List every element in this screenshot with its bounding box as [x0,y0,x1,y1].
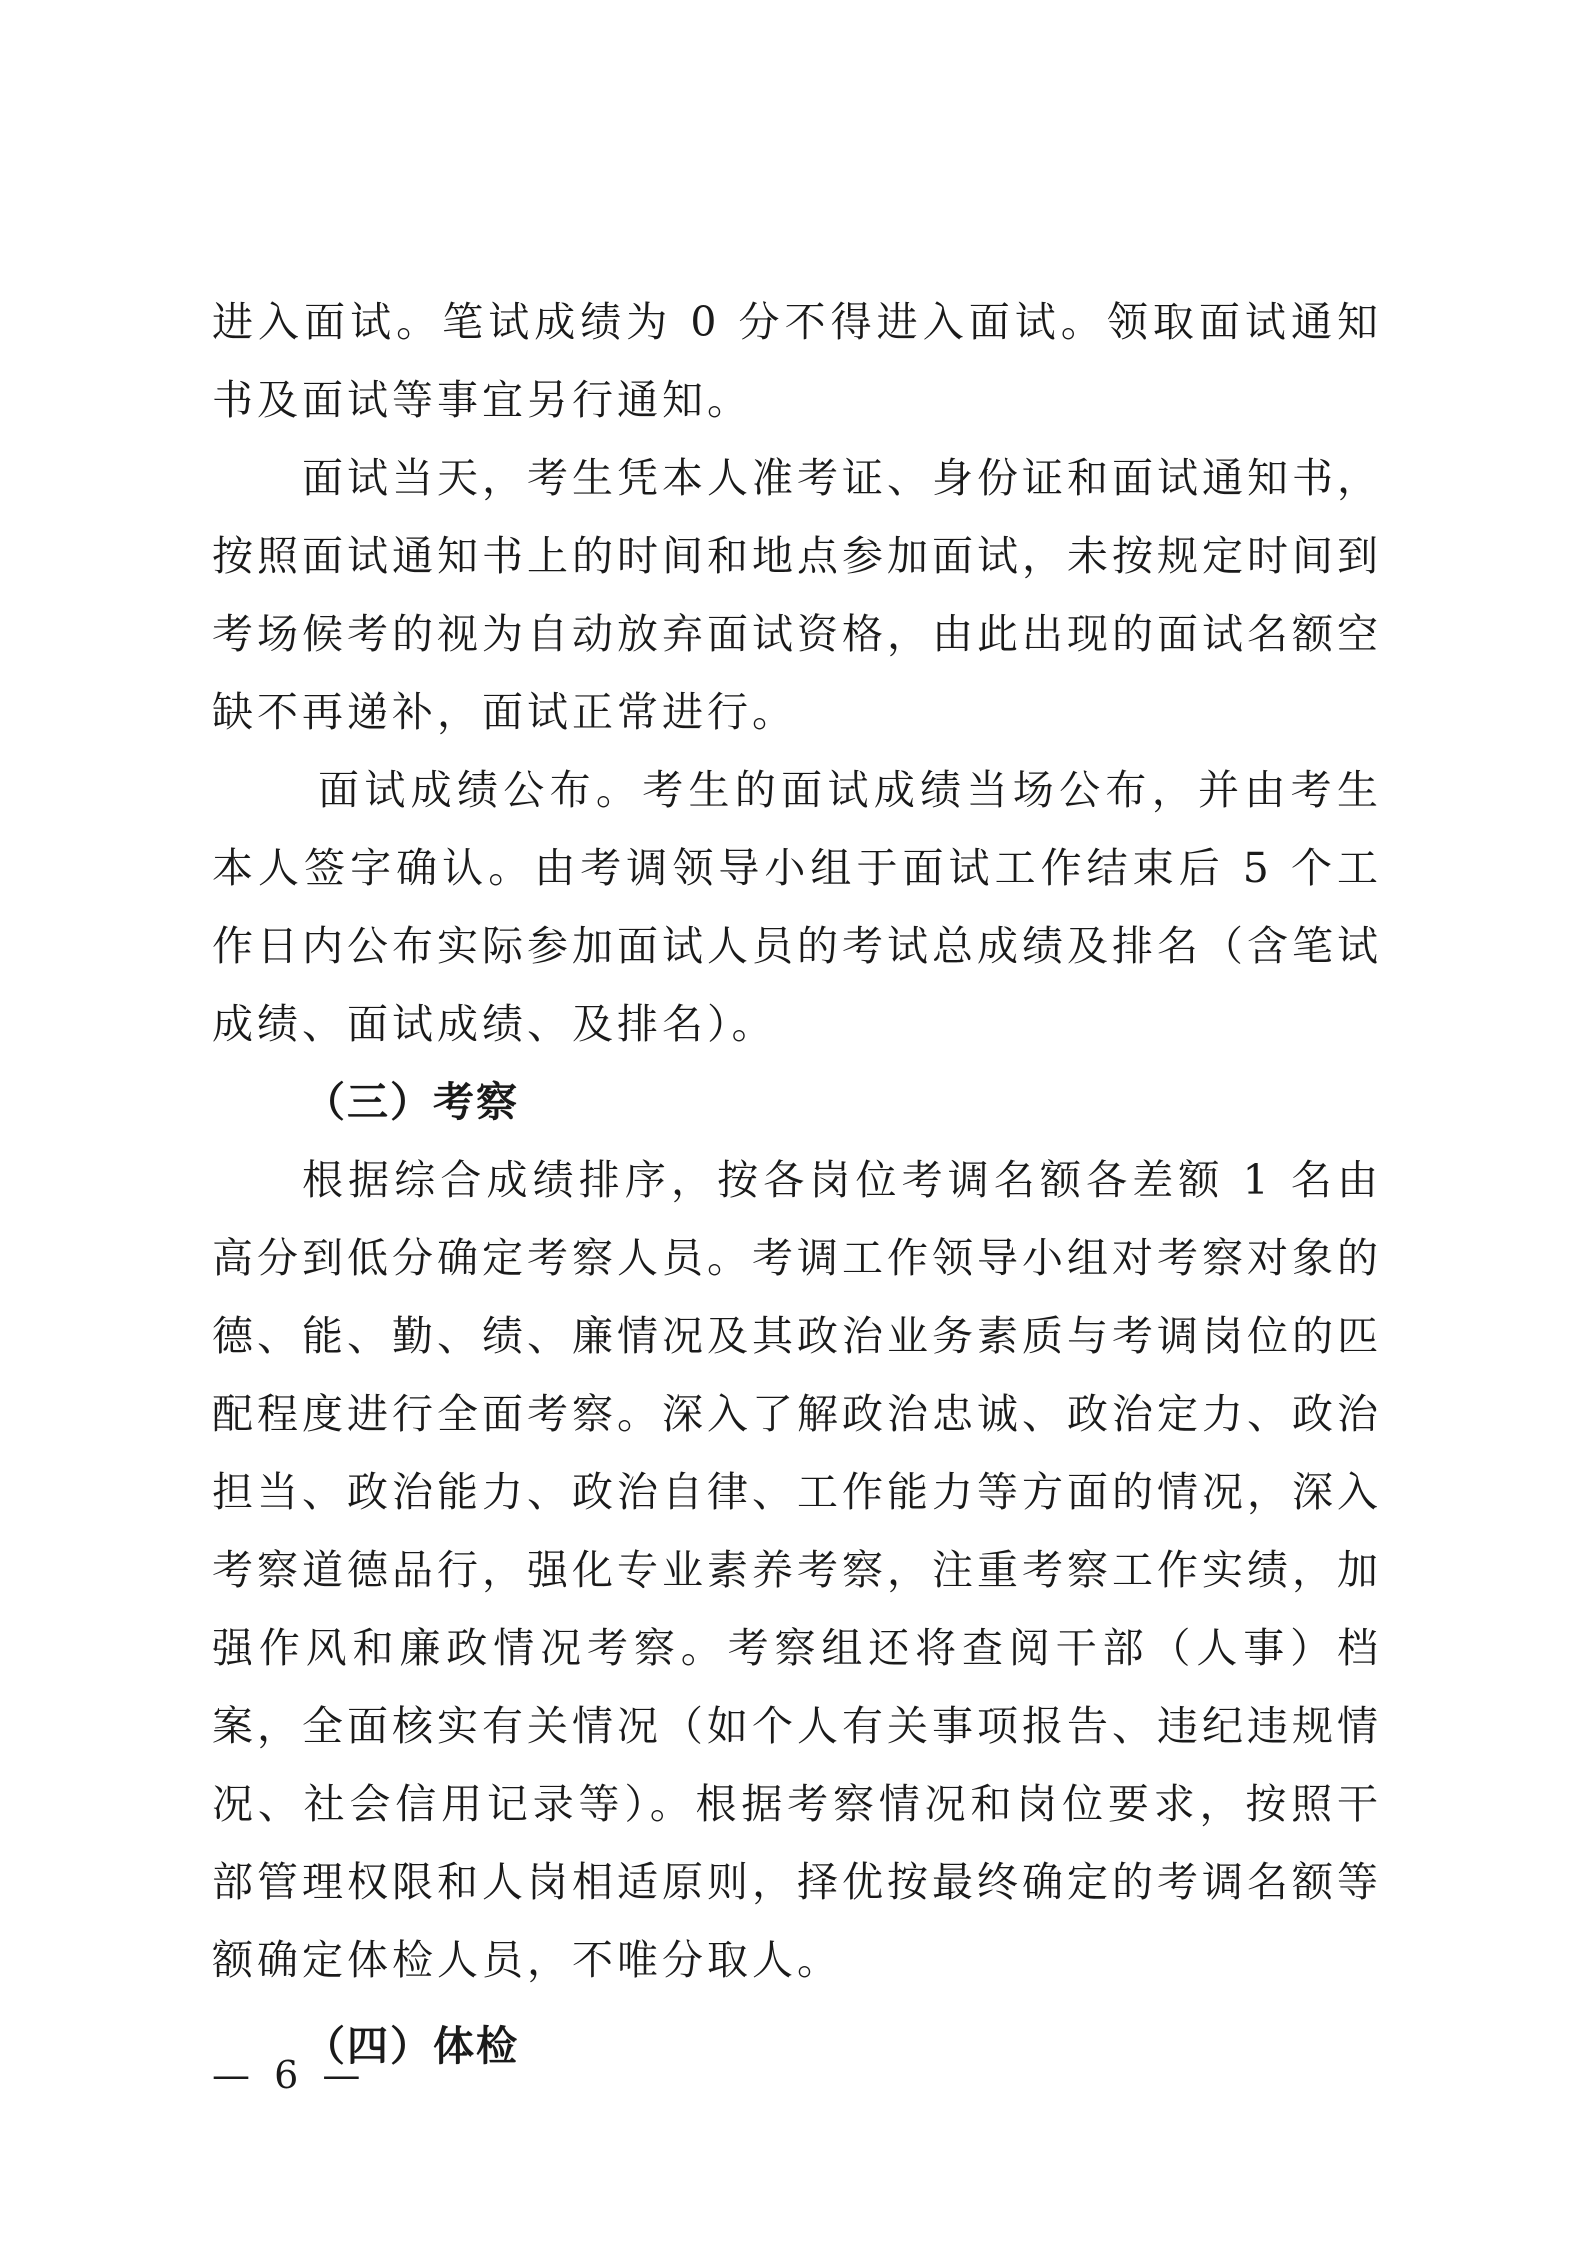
section-heading-inspection: （三）考察 [304,1078,519,1126]
paragraph-interview-day: 面试当天，考生凭本人准考证、身份证和面试通知书，按照面试通知书上的时间和地点参加面试，未按规定时间到考场候考的视为自动放弃面试资格，由此出现的面试名额空缺不再递补，面试正常进行。 [212,454,1382,736]
section-heading-physical-exam: （四）体检 [304,2022,519,2070]
document-body [212,283,1382,2085]
paragraph-interview-results: 面试成绩公布。考生的面试成绩当场公布，并由考生本人签字确认。由考调领导小组于面试工作结束后 5 个工作日内公布实际参加面试人员的考试总成绩及排名（含笔试成绩、面试成绩、及排名）。 [212,766,1382,1048]
page-number: — 6 — [212,2053,367,2097]
paragraph-interview-continuation: 进入面试。笔试成绩为 0 分不得进入面试。领取面试通知书及面试等事宜另行通知。 [212,298,1382,424]
paragraph-inspection: 根据综合成绩排序，按各岗位考调名额各差额 1 名由高分到低分确定考察人员。考调工作领导小组对考察对象的德、能、勤、绩、廉情况及其政治业务素质与考调岗位的匹配程度进行全面考察。深入了解政治忠诚、政治定力、政治担当、政治能力、政治自律、工作能力等方面的情况，深入考察道德品行，强化专业素养考察，注重考察工作实绩，加强作风和廉政情况考察。考察组还将查阅干部（人事）档案，全面核实有关情况（如个人有关事项报告、违纪违规情况、社会信用记录等）。根据考察情况和岗位要求，按照干部管理权限和人岗相适原则，择优按最终确定的考调名额等额确定体检人员，不唯分取人。 [212,1156,1382,1984]
